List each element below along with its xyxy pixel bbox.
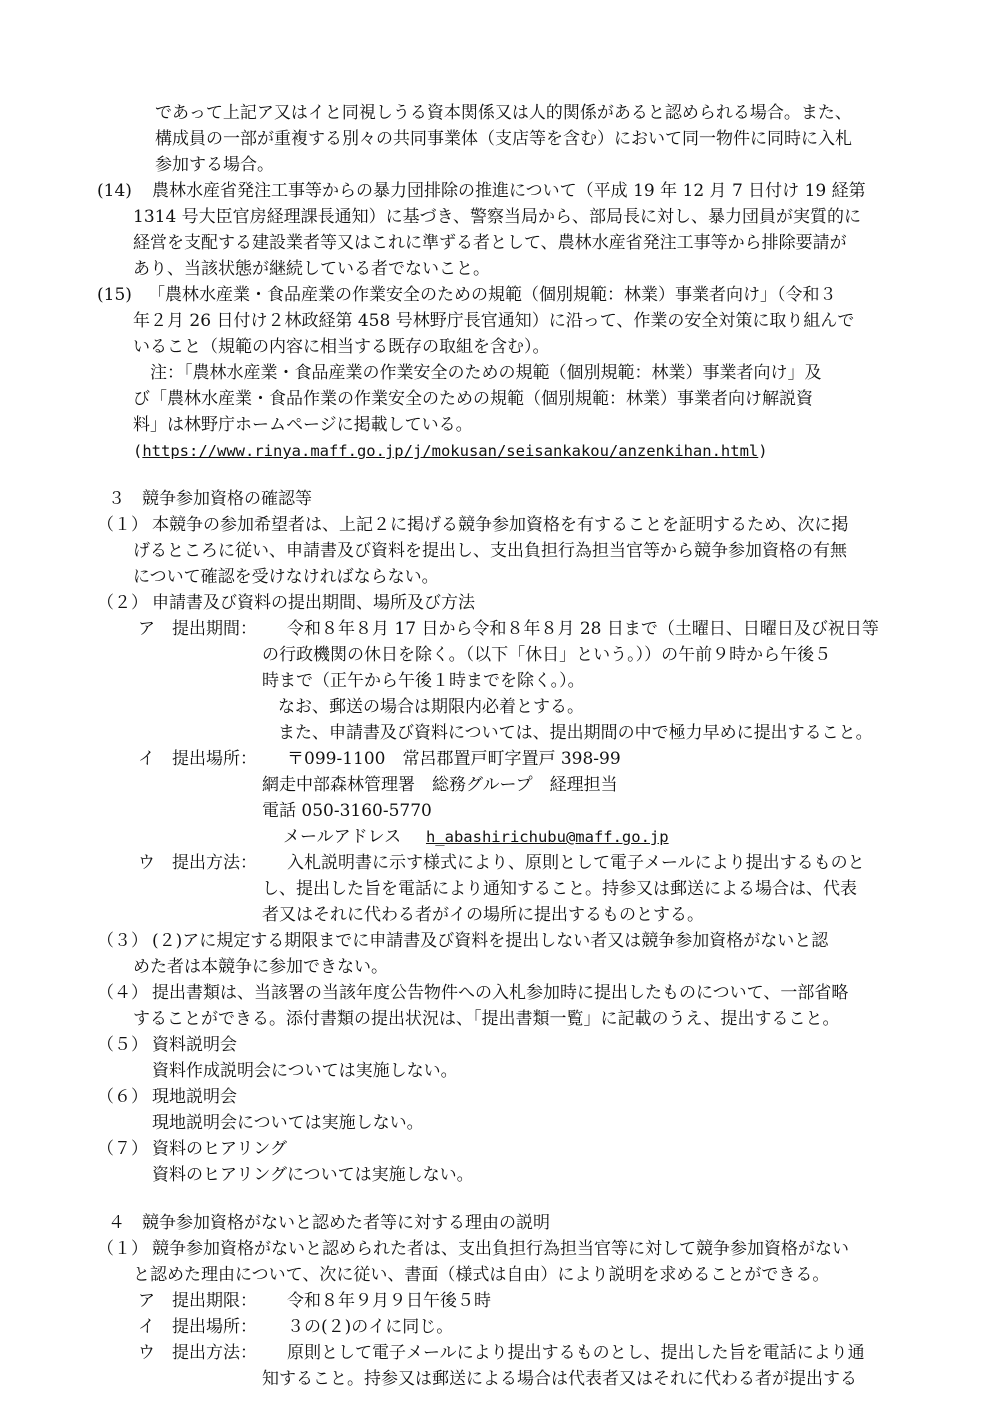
text-line: 農林水産省発注工事等からの暴力団排除の推進について（平成 19 年 12 月 7 日付け 19 経第 bbox=[152, 181, 866, 201]
rinya-url-link[interactable]: https://www.rinya.maff.go.jp/j/mokusan/seisankakou/anzenkihan.html bbox=[142, 442, 759, 460]
sub-label-u: ウ 提出方法： bbox=[138, 853, 257, 873]
text-line: の行政機関の休日を除く。（以下「休日」という。））の午前９時から午後５ bbox=[262, 645, 832, 665]
sub-label-a: ア 提出期間： bbox=[138, 619, 257, 639]
text-line: 経営を支配する建設業者等又はこれに準ずる者として、農林水産省発注工事等から排除要請が bbox=[133, 233, 847, 253]
para-title: 現地説明会 bbox=[152, 1087, 237, 1107]
text-line: 本競争の参加希望者は、上記２に掲げる競争参加資格を有することを証明するため、次に掲 bbox=[152, 515, 849, 535]
item-number-14: (14) bbox=[97, 181, 132, 201]
sub-label-u: ウ 提出方法： bbox=[138, 1343, 257, 1363]
para-number: （７） bbox=[97, 1139, 148, 1159]
para-number: （３） bbox=[97, 931, 148, 951]
para-title: 資料のヒアリング bbox=[152, 1139, 287, 1159]
text-line: 網走中部森林管理署 総務グループ 経理担当 bbox=[262, 775, 618, 795]
text-line: 〒099-1100 常呂郡置戸町字置戸 398-99 bbox=[287, 749, 621, 769]
text-line: 原則として電子メールにより提出するものとし、提出した旨を電話により通 bbox=[287, 1343, 865, 1363]
text-line: 参加する場合。 bbox=[155, 155, 274, 175]
text-line: あり、当該状態が継続している者でないこと。 bbox=[133, 259, 490, 279]
text-line: 「農林水産業・食品産業の作業安全のための規範（個別規範：林業）事業者向け」（令和３ bbox=[148, 285, 837, 305]
text-line: めた者は本競争に参加できない。 bbox=[133, 957, 388, 977]
item-number-15: (15) bbox=[97, 285, 132, 305]
section-heading-4: ４ 競争参加資格がないと認めた者等に対する理由の説明 bbox=[108, 1213, 550, 1233]
email-link[interactable]: h_abashirichubu@maff.go.jp bbox=[425, 828, 669, 846]
text-line: 知すること。持参又は郵送による場合は代表者又はそれに代わる者が提出する bbox=[262, 1369, 857, 1389]
text-line: 年２月 26 日付け２林政経第 458 号林野庁長官通知）に沿って、作業の安全対策に取り組んで bbox=[133, 311, 855, 331]
mail-line bbox=[283, 826, 669, 848]
text-line: 者又はそれに代わる者がイの場所に提出するものとする。 bbox=[262, 905, 704, 925]
para-number: （４） bbox=[97, 983, 148, 1003]
text-line: について確認を受けなければならない。 bbox=[133, 567, 439, 587]
para-number: （１） bbox=[97, 515, 148, 535]
sub-label-a: ア 提出期限： bbox=[138, 1291, 257, 1311]
text-line: 時まで（正午から午後１時までを除く。）。 bbox=[262, 671, 585, 691]
text-line: いること（規範の内容に相当する既存の取組を含む）。 bbox=[133, 337, 550, 357]
sub-label-i: イ 提出場所： bbox=[138, 1317, 257, 1337]
url-line: (https://www.rinya.maff.go.jp/j/mokusan/seisankakou/anzenkihan.html) bbox=[133, 442, 768, 460]
para-title: 資料説明会 bbox=[152, 1035, 237, 1055]
para-number: （１） bbox=[97, 1239, 148, 1259]
text-line: 入札説明書に示す様式により、原則として電子メールにより提出するものと bbox=[287, 853, 865, 873]
sub-label-i: イ 提出場所： bbox=[138, 749, 257, 769]
text-line: 現地説明会については実施しない。 bbox=[152, 1113, 424, 1133]
text-line: ３の(２)のイに同じ。 bbox=[287, 1317, 454, 1337]
text-line: 競争参加資格がないと認められた者は、支出負担行為担当官等に対して競争参加資格がない bbox=[152, 1239, 849, 1259]
para-number: （２） bbox=[97, 593, 148, 613]
text-line: 1314 号大臣官房経理課長通知）に基づき、警察当局から、部局長に対し、暴力団員が実質的に bbox=[133, 207, 861, 227]
mail-label: メールアドレス bbox=[283, 827, 402, 847]
text-line: 提出書類は、当該署の当該年度公告物件への入札参加時に提出したものについて、一部省略 bbox=[152, 983, 849, 1003]
text-line: 電話 050-3160-5770 bbox=[262, 801, 432, 821]
text-line: 構成員の一部が重複する別々の共同事業体（支店等を含む）において同一物件に同時に入札 bbox=[155, 129, 852, 149]
text-line: することができる。添付書類の提出状況は、「提出書類一覧」に記載のうえ、提出すること。 bbox=[133, 1009, 840, 1029]
text-line: また、申請書及び資料については、提出期間の中で極力早めに提出すること。 bbox=[278, 723, 873, 743]
text-line: なお、郵送の場合は期限内必着とする。 bbox=[278, 697, 584, 717]
text-line: (２)アに規定する期限までに申請書及び資料を提出しない者又は競争参加資格がないと認 bbox=[152, 931, 829, 951]
text-line: し、提出した旨を電話により通知すること。持参又は郵送による場合は、代表 bbox=[262, 879, 857, 899]
section-heading-3: ３ 競争参加資格の確認等 bbox=[108, 489, 312, 509]
text-line: と認めた理由について、次に従い、書面（様式は自由）により説明を求めることができる。 bbox=[133, 1265, 830, 1285]
text-line: 令和８年９月９日午後５時 bbox=[287, 1291, 491, 1311]
text-line: げるところに従い、申請書及び資料を提出し、支出負担行為担当官等から競争参加資格の有無 bbox=[133, 541, 847, 561]
note-line: 料」は林野庁ホームページに掲載している。 bbox=[133, 415, 473, 435]
para-number: （５） bbox=[97, 1035, 148, 1055]
text-line: 令和８年８月 17 日から令和８年８月 28 日まで（土曜日、日曜日及び祝日等 bbox=[287, 619, 879, 639]
text-line: 資料のヒアリングについては実施しない。 bbox=[152, 1165, 474, 1185]
note-line: び「農林水産業・食品作業の作業安全のための規範（個別規範：林業）事業者向け解説資 bbox=[133, 389, 813, 409]
text-line: 資料作成説明会については実施しない。 bbox=[152, 1061, 458, 1081]
para-title: 申請書及び資料の提出期間、場所及び方法 bbox=[152, 593, 475, 613]
para-number: （６） bbox=[97, 1087, 148, 1107]
text-line: であって上記ア又はイと同視しうる資本関係又は人的関係があると認められる場合。また、 bbox=[155, 103, 852, 123]
note-line: 注：「農林水産業・食品産業の作業安全のための規範（個別規範：林業）事業者向け」及 bbox=[150, 363, 822, 383]
